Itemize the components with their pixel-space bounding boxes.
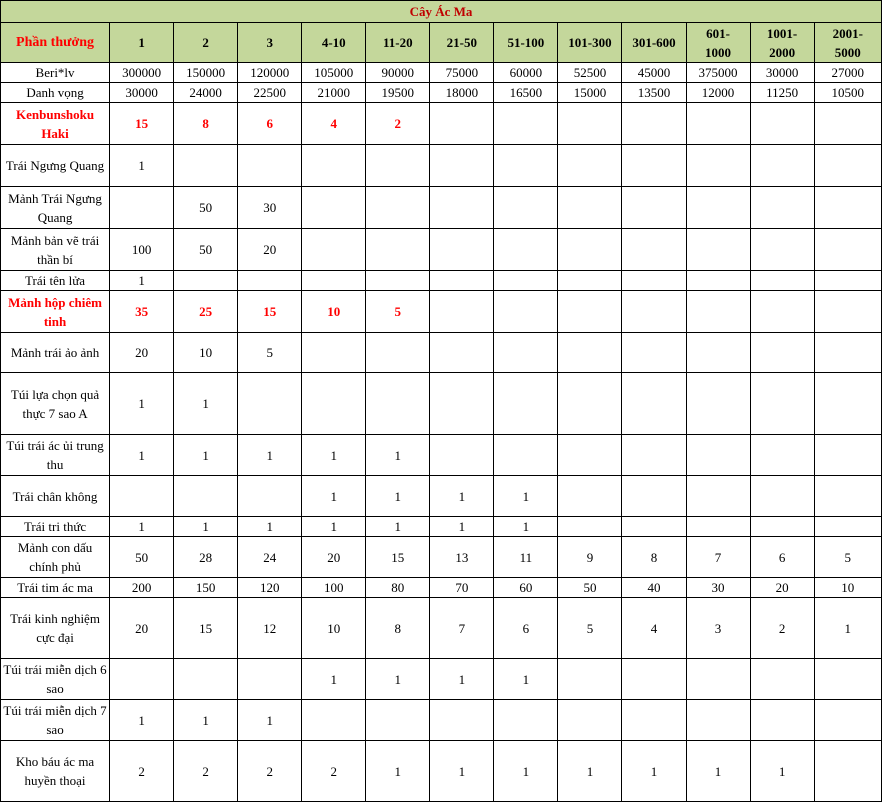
rank-column-header: 1 [110, 23, 174, 63]
reward-amount [302, 145, 366, 187]
reward-amount [686, 517, 750, 537]
reward-amount: 6 [750, 537, 814, 578]
table-row [1, 517, 882, 537]
reward-amount: 90000 [366, 63, 430, 83]
reward-amount: 300000 [110, 63, 174, 83]
reward-amount: 70 [430, 578, 494, 598]
reward-amount: 15 [174, 598, 238, 659]
reward-amount [430, 271, 494, 291]
reward-amount [494, 145, 558, 187]
reward-amount [302, 700, 366, 741]
reward-amount: 24000 [174, 83, 238, 103]
reward-amount [814, 291, 881, 333]
table-row [1, 291, 882, 333]
reward-amount [622, 229, 686, 271]
reward-amount [494, 187, 558, 229]
reward-name: Trái kinh nghiệm cực đại [1, 598, 110, 659]
reward-amount: 5 [366, 291, 430, 333]
reward-name: Túi trái miễn dịch 7 sao [1, 700, 110, 741]
reward-amount [238, 476, 302, 517]
reward-amount: 1 [110, 271, 174, 291]
rank-column-header: 4-10 [302, 23, 366, 63]
reward-amount: 1 [366, 435, 430, 476]
reward-amount [750, 271, 814, 291]
rank-column-header: 11-20 [366, 23, 430, 63]
reward-amount: 2 [238, 741, 302, 802]
reward-amount [814, 229, 881, 271]
reward-amount [430, 373, 494, 435]
reward-amount: 6 [238, 103, 302, 145]
reward-amount [622, 333, 686, 373]
table-row [1, 476, 882, 517]
reward-amount: 200 [110, 578, 174, 598]
reward-amount [494, 103, 558, 145]
reward-amount [302, 271, 366, 291]
reward-amount: 4 [302, 103, 366, 145]
reward-amount: 1 [110, 517, 174, 537]
reward-amount [686, 659, 750, 700]
table-row [1, 373, 882, 435]
reward-name: Trái Ngưng Quang [1, 145, 110, 187]
reward-amount: 1 [174, 700, 238, 741]
reward-amount [686, 700, 750, 741]
reward-amount [238, 659, 302, 700]
reward-amount [558, 291, 622, 333]
reward-amount: 10 [174, 333, 238, 373]
reward-amount: 50 [110, 537, 174, 578]
reward-name: Kenbunshoku Haki [1, 103, 110, 145]
reward-amount: 100 [302, 578, 366, 598]
reward-amount [750, 659, 814, 700]
reward-amount: 9 [558, 537, 622, 578]
table-row [1, 187, 882, 229]
reward-amount [494, 291, 558, 333]
reward-amount: 20 [750, 578, 814, 598]
reward-amount [430, 229, 494, 271]
reward-amount [686, 291, 750, 333]
reward-amount: 375000 [686, 63, 750, 83]
table-row [1, 741, 882, 802]
reward-amount: 1 [622, 741, 686, 802]
reward-amount [686, 229, 750, 271]
reward-amount [686, 333, 750, 373]
title-row [1, 1, 882, 23]
reward-amount: 1 [430, 659, 494, 700]
reward-amount: 20 [238, 229, 302, 271]
rank-column-header: 101-300 [558, 23, 622, 63]
rank-column-header: 2 [174, 23, 238, 63]
reward-amount: 1 [302, 435, 366, 476]
reward-amount: 40 [622, 578, 686, 598]
reward-amount: 30000 [110, 83, 174, 103]
reward-amount: 1 [302, 659, 366, 700]
reward-amount: 22500 [238, 83, 302, 103]
reward-amount: 1 [750, 741, 814, 802]
reward-amount [430, 103, 494, 145]
reward-amount: 13 [430, 537, 494, 578]
reward-amount [622, 476, 686, 517]
reward-amount [686, 145, 750, 187]
reward-amount [750, 103, 814, 145]
reward-amount [750, 145, 814, 187]
reward-amount: 15000 [558, 83, 622, 103]
reward-amount [814, 333, 881, 373]
reward-amount: 1 [110, 435, 174, 476]
reward-amount: 1 [366, 659, 430, 700]
reward-amount [558, 373, 622, 435]
reward-amount: 16500 [494, 83, 558, 103]
table-row [1, 83, 882, 103]
reward-amount [558, 271, 622, 291]
reward-amount: 1 [238, 435, 302, 476]
reward-amount [494, 373, 558, 435]
reward-amount [622, 373, 686, 435]
reward-amount: 1 [430, 476, 494, 517]
reward-amount: 28 [174, 537, 238, 578]
reward-amount: 10 [814, 578, 881, 598]
reward-amount [238, 271, 302, 291]
reward-amount: 11250 [750, 83, 814, 103]
rank-column-header: 601- 1000 [686, 23, 750, 63]
reward-amount: 4 [622, 598, 686, 659]
reward-amount [558, 435, 622, 476]
reward-amount [174, 659, 238, 700]
header-reward-label: Phần thưởng [1, 23, 110, 63]
reward-amount: 8 [174, 103, 238, 145]
table-row [1, 659, 882, 700]
rank-column-header: 3 [238, 23, 302, 63]
reward-amount [814, 435, 881, 476]
reward-amount: 5 [814, 537, 881, 578]
reward-amount [622, 271, 686, 291]
reward-amount [814, 373, 881, 435]
reward-amount: 1 [814, 598, 881, 659]
reward-amount [302, 333, 366, 373]
reward-amount: 120 [238, 578, 302, 598]
reward-amount: 1 [366, 476, 430, 517]
reward-amount [238, 145, 302, 187]
reward-name: Trái tên lửa [1, 271, 110, 291]
reward-amount [430, 291, 494, 333]
reward-amount [686, 373, 750, 435]
reward-name: Túi trái ác ủi trung thu [1, 435, 110, 476]
reward-amount [302, 229, 366, 271]
reward-amount: 15 [238, 291, 302, 333]
table-row [1, 63, 882, 83]
reward-amount: 50 [174, 187, 238, 229]
reward-amount [302, 187, 366, 229]
reward-amount [430, 145, 494, 187]
reward-amount: 15 [366, 537, 430, 578]
reward-amount: 1 [686, 741, 750, 802]
reward-amount: 120000 [238, 63, 302, 83]
reward-amount: 1 [238, 700, 302, 741]
reward-amount [494, 271, 558, 291]
reward-amount: 5 [238, 333, 302, 373]
reward-amount [558, 229, 622, 271]
reward-amount [494, 435, 558, 476]
reward-amount: 1 [110, 373, 174, 435]
reward-amount [558, 476, 622, 517]
table-row [1, 145, 882, 187]
reward-amount: 10 [302, 598, 366, 659]
reward-amount [366, 700, 430, 741]
reward-amount [622, 187, 686, 229]
reward-amount: 1 [174, 435, 238, 476]
reward-amount [174, 476, 238, 517]
reward-amount: 8 [366, 598, 430, 659]
reward-amount: 60000 [494, 63, 558, 83]
reward-amount [686, 103, 750, 145]
reward-amount [366, 187, 430, 229]
reward-amount: 50 [558, 578, 622, 598]
reward-amount: 2 [750, 598, 814, 659]
reward-amount: 12000 [686, 83, 750, 103]
reward-amount: 10 [302, 291, 366, 333]
reward-amount: 60 [494, 578, 558, 598]
reward-name: Mảnh bản vẽ trái thần bí [1, 229, 110, 271]
reward-name: Danh vọng [1, 83, 110, 103]
reward-amount: 3 [686, 598, 750, 659]
rank-column-header: 1001- 2000 [750, 23, 814, 63]
reward-amount [366, 145, 430, 187]
reward-amount [430, 187, 494, 229]
reward-amount [558, 103, 622, 145]
reward-amount [814, 476, 881, 517]
reward-name: Mảnh con dấu chính phủ [1, 537, 110, 578]
reward-amount: 52500 [558, 63, 622, 83]
reward-amount [558, 145, 622, 187]
reward-amount: 2 [110, 741, 174, 802]
reward-amount [622, 700, 686, 741]
reward-name: Mảnh trái ảo ảnh [1, 333, 110, 373]
reward-amount: 10500 [814, 83, 881, 103]
reward-amount [110, 659, 174, 700]
reward-amount [750, 187, 814, 229]
reward-amount: 150000 [174, 63, 238, 83]
reward-name: Mảnh Trái Ngưng Quang [1, 187, 110, 229]
reward-amount [750, 373, 814, 435]
reward-amount [750, 229, 814, 271]
reward-amount: 6 [494, 598, 558, 659]
reward-amount [558, 700, 622, 741]
reward-amount [750, 476, 814, 517]
reward-amount [622, 435, 686, 476]
reward-amount [622, 103, 686, 145]
reward-amount: 1 [110, 145, 174, 187]
reward-amount: 1 [494, 659, 558, 700]
reward-amount [622, 517, 686, 537]
reward-amount: 35 [110, 291, 174, 333]
reward-amount [174, 145, 238, 187]
reward-name: Kho báu ác ma huyền thoại [1, 741, 110, 802]
reward-amount [430, 700, 494, 741]
reward-amount: 1 [366, 741, 430, 802]
table-row [1, 333, 882, 373]
reward-amount [686, 187, 750, 229]
reward-amount: 30 [238, 187, 302, 229]
reward-amount [814, 700, 881, 741]
reward-amount [494, 229, 558, 271]
reward-amount [814, 517, 881, 537]
reward-name: Túi lựa chọn quả thực 7 sao A [1, 373, 110, 435]
reward-table-body [1, 1, 882, 802]
reward-amount: 19500 [366, 83, 430, 103]
reward-amount [494, 333, 558, 373]
reward-amount [558, 517, 622, 537]
reward-amount: 1 [430, 741, 494, 802]
reward-amount [622, 145, 686, 187]
reward-amount [814, 741, 881, 802]
reward-amount: 11 [494, 537, 558, 578]
reward-amount: 1 [494, 517, 558, 537]
table-row [1, 537, 882, 578]
reward-name: Mảnh hộp chiêm tinh [1, 291, 110, 333]
reward-name: Beri*lv [1, 63, 110, 83]
reward-name: Túi trái miễn dịch 6 sao [1, 659, 110, 700]
reward-amount: 1 [494, 741, 558, 802]
reward-amount: 7 [430, 598, 494, 659]
reward-amount [430, 435, 494, 476]
reward-amount [110, 187, 174, 229]
reward-amount [238, 373, 302, 435]
reward-amount [366, 229, 430, 271]
reward-amount: 30000 [750, 63, 814, 83]
reward-amount [750, 517, 814, 537]
reward-amount: 2 [302, 741, 366, 802]
table-row [1, 598, 882, 659]
reward-amount: 75000 [430, 63, 494, 83]
reward-amount: 1 [366, 517, 430, 537]
reward-amount [814, 103, 881, 145]
table-row [1, 229, 882, 271]
reward-amount [302, 373, 366, 435]
reward-amount [814, 187, 881, 229]
reward-amount: 150 [174, 578, 238, 598]
reward-amount [558, 187, 622, 229]
table-row [1, 578, 882, 598]
reward-amount [622, 659, 686, 700]
reward-amount: 1 [238, 517, 302, 537]
reward-amount: 13500 [622, 83, 686, 103]
reward-amount [750, 435, 814, 476]
reward-name: Trái tri thức [1, 517, 110, 537]
reward-amount [110, 476, 174, 517]
table-row [1, 435, 882, 476]
rank-column-header: 2001- 5000 [814, 23, 881, 63]
reward-amount: 20 [302, 537, 366, 578]
reward-amount: 25 [174, 291, 238, 333]
reward-amount: 2 [174, 741, 238, 802]
reward-amount: 105000 [302, 63, 366, 83]
reward-amount: 15 [110, 103, 174, 145]
reward-amount [750, 291, 814, 333]
reward-amount: 24 [238, 537, 302, 578]
reward-amount: 1 [430, 517, 494, 537]
reward-amount [174, 271, 238, 291]
reward-amount: 27000 [814, 63, 881, 83]
reward-name: Trái tim ác ma [1, 578, 110, 598]
reward-amount: 18000 [430, 83, 494, 103]
rank-column-header: 301-600 [622, 23, 686, 63]
reward-amount: 1 [494, 476, 558, 517]
reward-amount [366, 333, 430, 373]
reward-amount: 20 [110, 333, 174, 373]
reward-amount: 21000 [302, 83, 366, 103]
reward-amount [750, 333, 814, 373]
reward-amount: 1 [110, 700, 174, 741]
reward-amount: 1 [302, 476, 366, 517]
reward-amount [814, 145, 881, 187]
reward-amount: 5 [558, 598, 622, 659]
reward-amount [686, 271, 750, 291]
reward-amount [814, 271, 881, 291]
reward-amount [558, 659, 622, 700]
rank-column-header: 51-100 [494, 23, 558, 63]
reward-amount: 1 [174, 517, 238, 537]
table-row [1, 271, 882, 291]
reward-amount: 80 [366, 578, 430, 598]
table-row [1, 700, 882, 741]
reward-amount [686, 435, 750, 476]
reward-amount: 45000 [622, 63, 686, 83]
table-row [1, 103, 882, 145]
reward-amount [750, 700, 814, 741]
reward-amount: 7 [686, 537, 750, 578]
reward-amount [366, 271, 430, 291]
reward-amount: 50 [174, 229, 238, 271]
reward-amount: 12 [238, 598, 302, 659]
reward-amount: 20 [110, 598, 174, 659]
reward-amount [622, 291, 686, 333]
reward-amount [366, 373, 430, 435]
reward-amount: 8 [622, 537, 686, 578]
reward-amount: 100 [110, 229, 174, 271]
reward-name: Trái chân không [1, 476, 110, 517]
table-title: Cây Ác Ma [1, 1, 882, 23]
reward-amount [686, 476, 750, 517]
header-row [1, 23, 882, 63]
reward-amount [558, 333, 622, 373]
rank-column-header: 21-50 [430, 23, 494, 63]
reward-amount: 2 [366, 103, 430, 145]
reward-amount [430, 333, 494, 373]
reward-amount: 1 [558, 741, 622, 802]
reward-amount: 30 [686, 578, 750, 598]
reward-amount [494, 700, 558, 741]
reward-amount [814, 659, 881, 700]
reward-amount: 1 [174, 373, 238, 435]
reward-amount: 1 [302, 517, 366, 537]
